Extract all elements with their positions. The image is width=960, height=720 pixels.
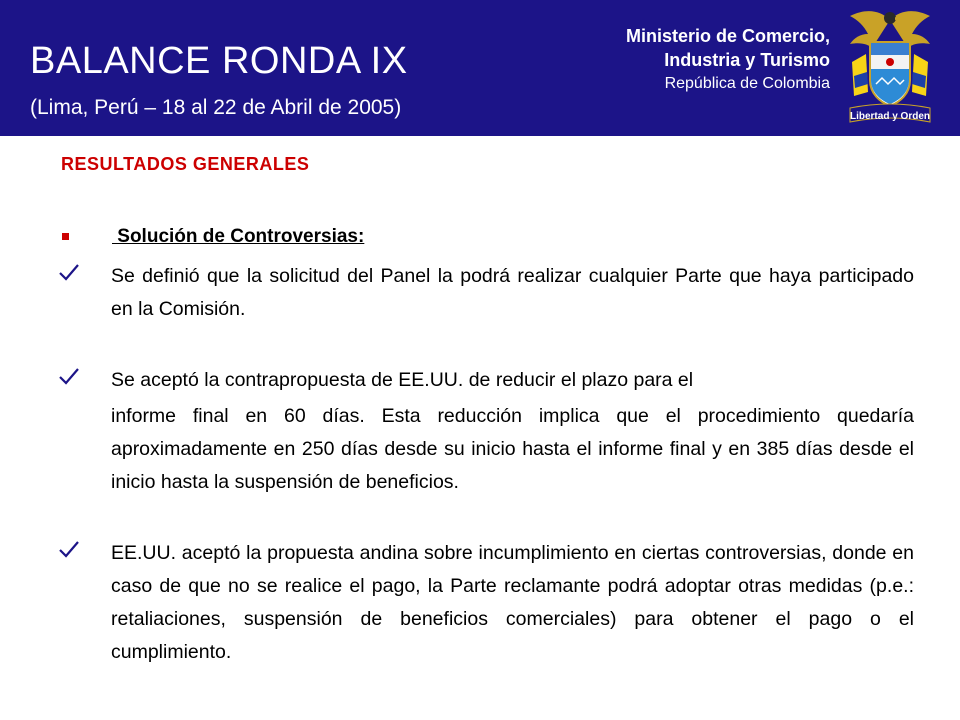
ministry-line-1: Ministerio de Comercio,	[625, 26, 830, 46]
list-item: Se aceptó la contrapropuesta de EE.UU. de reducir el plazo para el	[111, 369, 694, 391]
list-item: EE.UU. aceptó la propuesta andina sobre incumplimiento en ciertas controversias, donde en caso de que no se realice el pago, la Parte reclamante podrá adoptar otras medidas (p.e.: retaliaciones, suspensión de beneficios comerciales) para obtener el pago o el cumplimiento.	[111, 542, 914, 663]
ministry-block	[510, 24, 830, 96]
ministry-line-3: República de Colombia	[664, 75, 830, 92]
crest-motto: Libertad y Orden	[849, 111, 931, 122]
header-banner	[0, 0, 960, 136]
square-bullet-icon	[62, 233, 69, 240]
checkmark-icon	[58, 262, 80, 282]
page-title: BALANCE RONDA IX	[30, 40, 408, 82]
page-subtitle: (Lima, Perú – 18 al 22 de Abril de 2005)	[30, 96, 402, 119]
ministry-line-2: Industria y Turismo	[664, 50, 830, 70]
list-item-continuation: informe final en 60 días. Esta reducción implica que el procedimiento quedaría aproximadamente en 250 días desde su inicio hasta el informe final y en 385 días desde el inicio hasta la suspensión de beneficios.	[111, 405, 914, 493]
checkmark-icon	[58, 366, 80, 386]
list-item: Se definió que la solicitud del Panel la podrá realizar cualquier Parte que haya participado en la Comisión.	[111, 265, 914, 320]
topic-heading: Solución de Controversias:	[112, 226, 365, 247]
section-title: RESULTADOS GENERALES	[61, 154, 310, 174]
colombia-coat-of-arms-logo	[842, 4, 938, 130]
checkmark-icon	[58, 539, 80, 559]
